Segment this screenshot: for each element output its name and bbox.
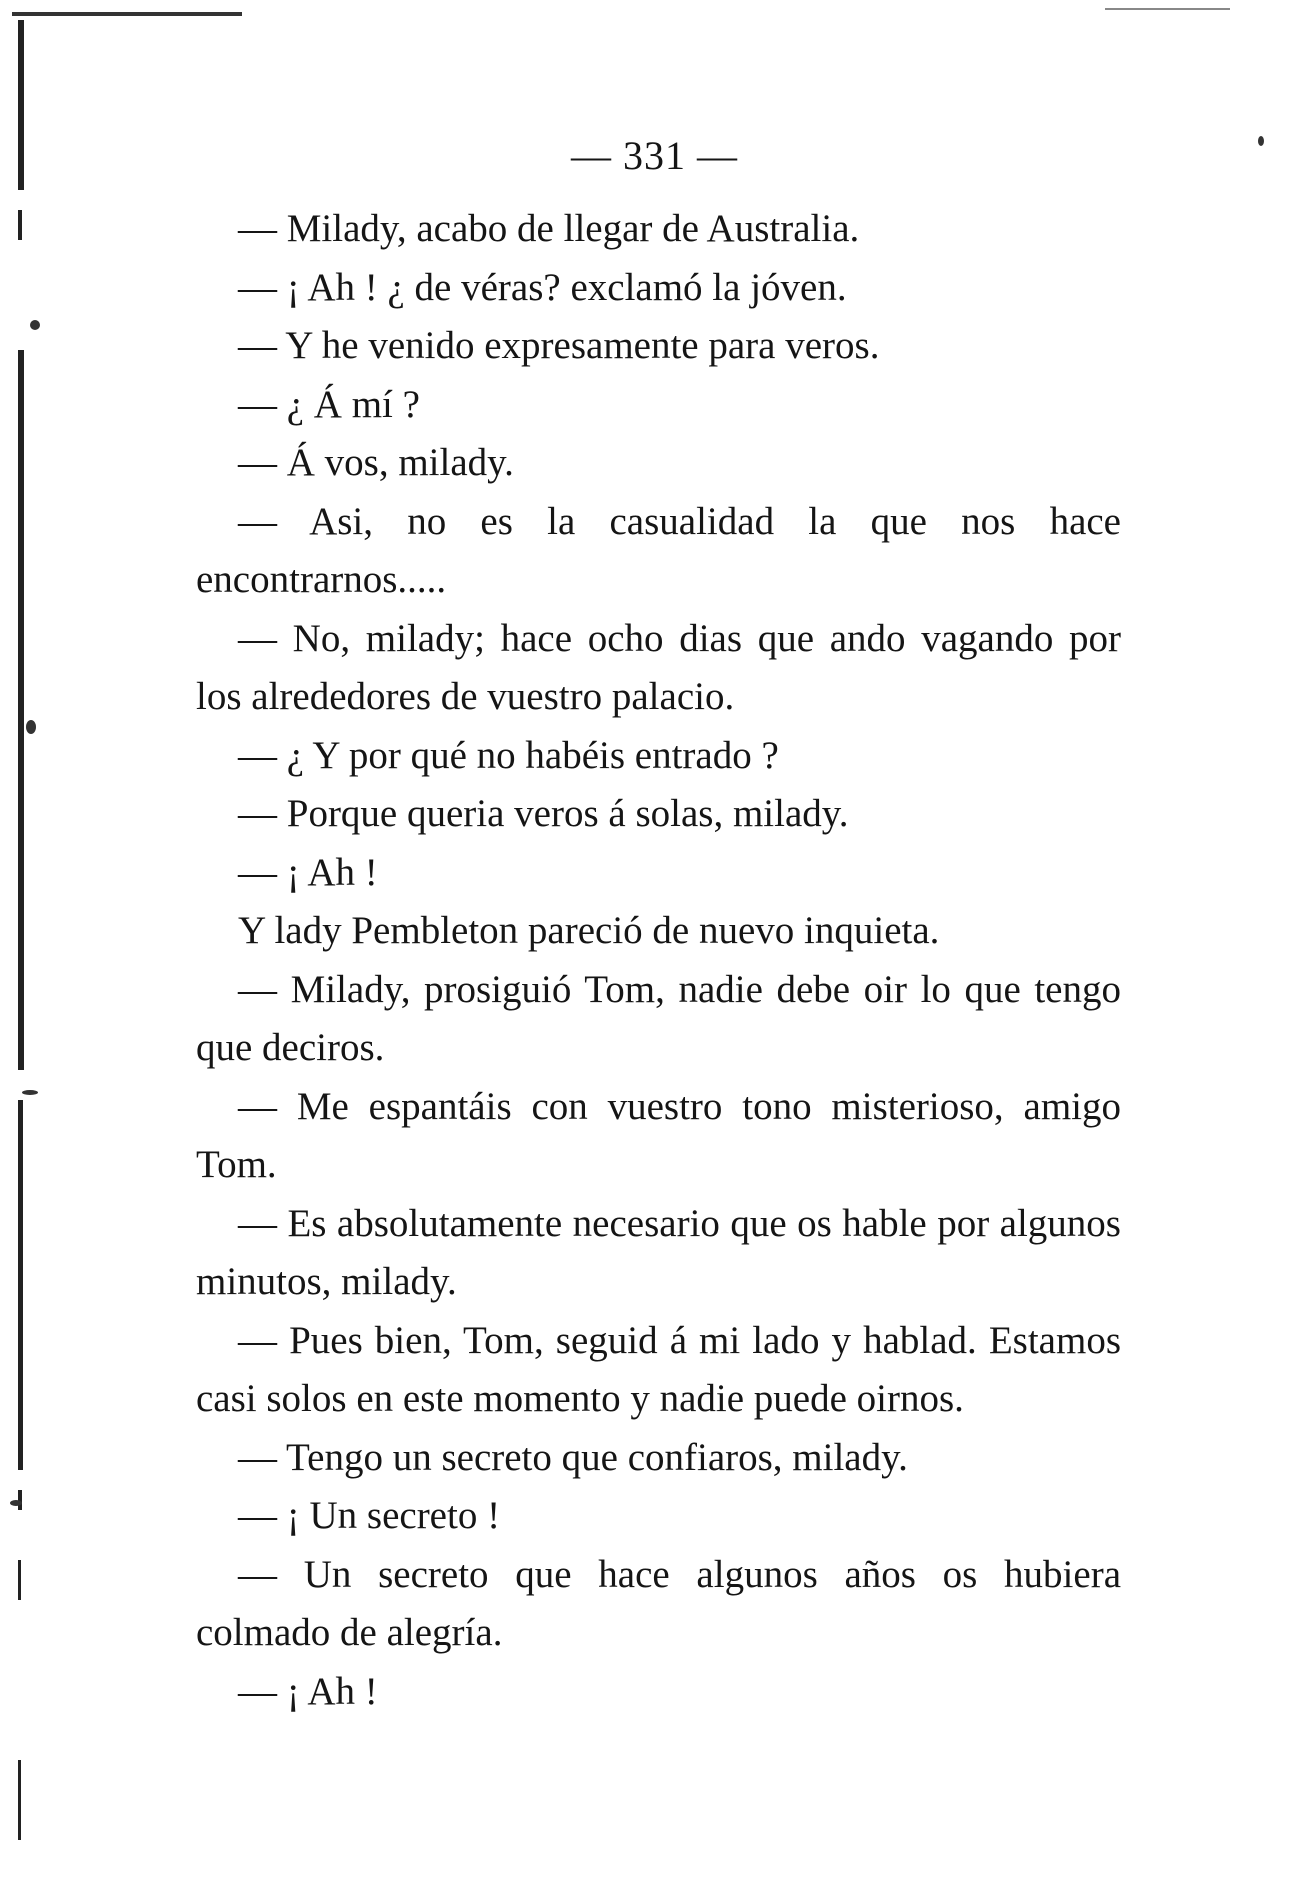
ink-speck [22,1090,38,1095]
paragraph: — ¡ Ah ! ¿ de véras? exclamó la jóven. [238,265,847,309]
paragraph: — ¿ Y por qué no habéis entrado ? [238,733,779,777]
paragraph: — ¿ Á mí ? [238,382,420,426]
paragraph: — Milady, acabo de llegar de Australia. [238,207,860,250]
page-number: — 331 — [571,133,738,178]
paragraph: — Milady, prosiguió Tom, nadie debe oir lo que tengo que deciros. [196,967,1121,1069]
paragraph: — No, milady; hace ocho dias que ando vagando por los alrededores de vuestro palacio. [196,616,1121,718]
paragraph: — Y he venido expresamente para veros. [238,324,880,367]
torn-binding-edge [18,20,28,1840]
paragraph: — Es absolutamente necesario que os hable por algunos minutos, milady. [196,1201,1121,1303]
ink-speck [26,720,36,734]
paragraph: — Un secreto que hace algunos años os hubiera colmado de alegría. [196,1552,1121,1654]
paragraph: — Á vos, milady. [238,441,514,484]
paragraph: Y lady Pembleton pareció de nuevo inquieta. [238,909,940,952]
paragraph: — ¡ Un secreto ! [238,1494,501,1537]
scan-edge-top-rule [12,12,242,16]
paragraph: — Me espantáis con vuestro tono misterioso, amigo Tom. [196,1084,1121,1186]
ink-speck [10,1500,22,1506]
scan-edge-top-rule-right [1105,8,1230,10]
paragraph: — ¡ Ah ! [238,850,378,894]
body-text [196,200,1121,1721]
paragraph: — Porque queria veros á solas, milady. [238,792,849,835]
paragraph: — ¡ Ah ! [238,1669,378,1713]
paragraph: — Asi, no es la casualidad la que nos hace encontrarnos..... [196,499,1121,601]
ink-speck [30,320,40,330]
paragraph: — Pues bien, Tom, seguid á mi lado y hablad. Estamos casi solos en este momento y nadie puede oirnos. [196,1318,1121,1420]
paragraph: — Tengo un secreto que confiaros, milady. [238,1435,908,1479]
